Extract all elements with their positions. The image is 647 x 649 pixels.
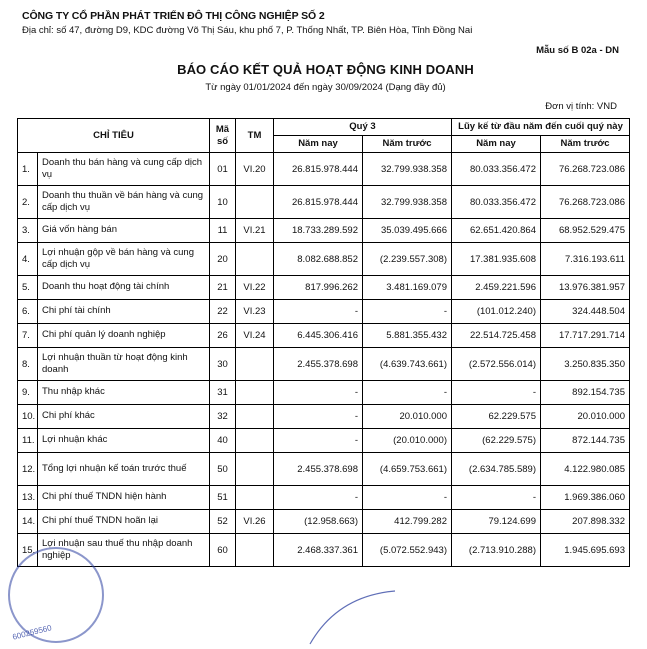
column-header-cumulative-last-year: Năm trước xyxy=(541,136,630,153)
row-cumulative-this-year: 2.459.221.596 xyxy=(452,276,541,300)
row-index: 13. xyxy=(17,486,37,510)
row-quarter-last-year: (4.659.753.661) xyxy=(363,453,452,486)
row-quarter-this-year: 2.455.378.698 xyxy=(274,348,363,381)
row-cumulative-last-year: 76.268.723.086 xyxy=(541,186,630,219)
row-code: 40 xyxy=(210,429,236,453)
row-label: Chi phí khác xyxy=(37,405,209,429)
table-row xyxy=(17,429,629,453)
row-tm xyxy=(236,453,274,486)
row-quarter-last-year: 412.799.282 xyxy=(363,510,452,534)
row-tm xyxy=(236,486,274,510)
row-cumulative-last-year: 7.316.193.611 xyxy=(541,243,630,276)
row-cumulative-this-year: (2.572.556.014) xyxy=(452,348,541,381)
row-index: 5. xyxy=(17,276,37,300)
row-index: 7. xyxy=(17,324,37,348)
column-header-quarter-this-year: Năm nay xyxy=(274,136,363,153)
row-label: Tổng lợi nhuận kế toán trước thuế xyxy=(37,453,209,486)
row-label: Thu nhập khác xyxy=(37,381,209,405)
row-cumulative-this-year: 62.229.575 xyxy=(452,405,541,429)
row-code: 01 xyxy=(210,153,236,186)
row-tm xyxy=(236,348,274,381)
row-quarter-last-year: (4.639.743.661) xyxy=(363,348,452,381)
signature-mark xyxy=(300,589,420,649)
row-label: Doanh thu bán hàng và cung cấp dịch vụ xyxy=(37,153,209,186)
row-code: 60 xyxy=(210,534,236,567)
row-tm xyxy=(236,405,274,429)
row-cumulative-this-year: (2.713.910.288) xyxy=(452,534,541,567)
row-cumulative-this-year: 62.651.420.864 xyxy=(452,219,541,243)
table-row xyxy=(17,381,629,405)
row-quarter-last-year: 5.881.355.432 xyxy=(363,324,452,348)
row-tm: VI.21 xyxy=(236,219,274,243)
row-quarter-last-year: (20.010.000) xyxy=(363,429,452,453)
row-cumulative-this-year: - xyxy=(452,381,541,405)
row-tm xyxy=(236,186,274,219)
row-cumulative-this-year: (101.012.240) xyxy=(452,300,541,324)
row-cumulative-last-year: 13.976.381.957 xyxy=(541,276,630,300)
row-code: 10 xyxy=(210,186,236,219)
table-row xyxy=(17,486,629,510)
row-cumulative-last-year: 20.010.000 xyxy=(541,405,630,429)
row-cumulative-last-year: 4.122.980.085 xyxy=(541,453,630,486)
row-code: 50 xyxy=(210,453,236,486)
table-row xyxy=(17,405,629,429)
row-cumulative-last-year: 207.898.332 xyxy=(541,510,630,534)
row-quarter-last-year: (5.072.552.943) xyxy=(363,534,452,567)
table-row xyxy=(17,153,629,186)
column-header-code: Mã số xyxy=(210,119,236,153)
row-quarter-this-year: 2.455.378.698 xyxy=(274,453,363,486)
row-quarter-this-year: 18.733.289.592 xyxy=(274,219,363,243)
row-cumulative-last-year: 324.448.504 xyxy=(541,300,630,324)
company-seal-number: 600259560 xyxy=(11,623,53,642)
form-number: Mẫu số B 02a - DN xyxy=(536,45,619,56)
row-label: Chi phí thuế TNDN hoãn lại xyxy=(37,510,209,534)
row-tm: VI.26 xyxy=(236,510,274,534)
row-index: 14. xyxy=(17,510,37,534)
report-title: BÁO CÁO KẾT QUẢ HOẠT ĐỘNG KINH DOANH xyxy=(177,62,474,77)
row-quarter-last-year: 20.010.000 xyxy=(363,405,452,429)
row-cumulative-last-year: 68.952.529.475 xyxy=(541,219,630,243)
row-quarter-this-year: 26.815.978.444 xyxy=(274,153,363,186)
row-index: 6. xyxy=(17,300,37,324)
column-group-quarter: Quý 3 xyxy=(274,119,452,136)
row-cumulative-last-year: 76.268.723.086 xyxy=(541,153,630,186)
row-cumulative-last-year: 892.154.735 xyxy=(541,381,630,405)
row-cumulative-this-year: - xyxy=(452,486,541,510)
table-row xyxy=(17,510,629,534)
column-header-indicator: CHỈ TIÊU xyxy=(17,119,209,153)
row-quarter-last-year: 32.799.938.358 xyxy=(363,153,452,186)
row-cumulative-this-year: 79.124.699 xyxy=(452,510,541,534)
row-cumulative-this-year: 80.033.356.472 xyxy=(452,186,541,219)
row-code: 30 xyxy=(210,348,236,381)
row-quarter-this-year: 6.445.306.416 xyxy=(274,324,363,348)
row-label: Chi phí quản lý doanh nghiệp xyxy=(37,324,209,348)
row-index: 9. xyxy=(17,381,37,405)
row-cumulative-this-year: (2.634.785.589) xyxy=(452,453,541,486)
row-quarter-last-year: 35.039.495.666 xyxy=(363,219,452,243)
row-code: 21 xyxy=(210,276,236,300)
row-code: 32 xyxy=(210,405,236,429)
currency-unit: Đơn vị tính: VND xyxy=(545,101,617,112)
row-index: 10. xyxy=(17,405,37,429)
row-code: 20 xyxy=(210,243,236,276)
row-quarter-this-year: 817.996.262 xyxy=(274,276,363,300)
row-tm xyxy=(236,243,274,276)
row-cumulative-this-year: 80.033.356.472 xyxy=(452,153,541,186)
income-statement-table xyxy=(17,118,630,567)
row-quarter-last-year: (2.239.557.308) xyxy=(363,243,452,276)
table-row xyxy=(17,453,629,486)
row-cumulative-last-year: 3.250.835.350 xyxy=(541,348,630,381)
table-row xyxy=(17,348,629,381)
row-index: 8. xyxy=(17,348,37,381)
row-label: Chi phí thuế TNDN hiện hành xyxy=(37,486,209,510)
row-index: 2. xyxy=(17,186,37,219)
table-row xyxy=(17,300,629,324)
table-row xyxy=(17,324,629,348)
row-index: 15. xyxy=(17,534,37,567)
row-quarter-this-year: - xyxy=(274,405,363,429)
row-quarter-this-year: 2.468.337.361 xyxy=(274,534,363,567)
row-index: 4. xyxy=(17,243,37,276)
row-tm: VI.23 xyxy=(236,300,274,324)
row-cumulative-this-year: 22.514.725.458 xyxy=(452,324,541,348)
report-period: Từ ngày 01/01/2024 đến ngày 30/09/2024 (Dạng đầy đủ) xyxy=(205,82,446,93)
company-address: Địa chỉ: số 47, đường D9, KDC đường Võ Thị Sáu, khu phố 7, P. Thống Nhất, TP. Biên Hòa, Tỉnh Đồng Nai xyxy=(22,25,473,36)
row-index: 3. xyxy=(17,219,37,243)
row-tm: VI.24 xyxy=(236,324,274,348)
row-tm: VI.22 xyxy=(236,276,274,300)
row-code: 11 xyxy=(210,219,236,243)
row-index: 1. xyxy=(17,153,37,186)
document-header xyxy=(0,0,647,112)
row-quarter-last-year: - xyxy=(363,300,452,324)
row-label: Lợi nhuận gộp về bán hàng và cung cấp dịch vụ xyxy=(37,243,209,276)
column-header-tm: TM xyxy=(236,119,274,153)
row-label: Lợi nhuận khác xyxy=(37,429,209,453)
company-name: CÔNG TY CỔ PHẦN PHÁT TRIỂN ĐÔ THỊ CÔNG NGHIỆP SỐ 2 xyxy=(22,10,325,22)
row-quarter-this-year: 26.815.978.444 xyxy=(274,186,363,219)
column-group-cumulative: Lũy kế từ đầu năm đến cuối quý này xyxy=(452,119,630,136)
row-quarter-this-year: - xyxy=(274,300,363,324)
row-code: 52 xyxy=(210,510,236,534)
row-label: Doanh thu thuần về bán hàng và cung cấp dịch vụ xyxy=(37,186,209,219)
row-code: 31 xyxy=(210,381,236,405)
row-quarter-last-year: - xyxy=(363,486,452,510)
row-tm: VI.20 xyxy=(236,153,274,186)
table-row xyxy=(17,276,629,300)
row-quarter-last-year: - xyxy=(363,381,452,405)
row-label: Lợi nhuận sau thuế thu nhập doanh nghiệp xyxy=(37,534,209,567)
table-row xyxy=(17,534,629,567)
row-cumulative-last-year: 1.969.386.060 xyxy=(541,486,630,510)
column-header-quarter-last-year: Năm trước xyxy=(363,136,452,153)
row-quarter-this-year: - xyxy=(274,486,363,510)
row-cumulative-last-year: 1.945.695.693 xyxy=(541,534,630,567)
row-code: 26 xyxy=(210,324,236,348)
table-row xyxy=(17,219,629,243)
row-cumulative-this-year: (62.229.575) xyxy=(452,429,541,453)
row-quarter-this-year: - xyxy=(274,381,363,405)
table-row xyxy=(17,186,629,219)
row-label: Chi phí tài chính xyxy=(37,300,209,324)
row-tm xyxy=(236,429,274,453)
row-tm xyxy=(236,534,274,567)
row-quarter-this-year: 8.082.688.852 xyxy=(274,243,363,276)
row-tm xyxy=(236,381,274,405)
row-code: 51 xyxy=(210,486,236,510)
row-cumulative-last-year: 872.144.735 xyxy=(541,429,630,453)
row-label: Giá vốn hàng bán xyxy=(37,219,209,243)
row-label: Doanh thu hoạt động tài chính xyxy=(37,276,209,300)
row-index: 12. xyxy=(17,453,37,486)
table-row xyxy=(17,243,629,276)
row-quarter-last-year: 3.481.169.079 xyxy=(363,276,452,300)
row-label: Lợi nhuận thuần từ hoạt động kinh doanh xyxy=(37,348,209,381)
row-quarter-this-year: (12.958.663) xyxy=(274,510,363,534)
table-body xyxy=(17,153,629,567)
row-cumulative-last-year: 17.717.291.714 xyxy=(541,324,630,348)
row-quarter-last-year: 32.799.938.358 xyxy=(363,186,452,219)
row-index: 11. xyxy=(17,429,37,453)
table-header xyxy=(17,119,629,153)
row-quarter-this-year: - xyxy=(274,429,363,453)
column-header-cumulative-this-year: Năm nay xyxy=(452,136,541,153)
row-cumulative-this-year: 17.381.935.608 xyxy=(452,243,541,276)
row-code: 22 xyxy=(210,300,236,324)
